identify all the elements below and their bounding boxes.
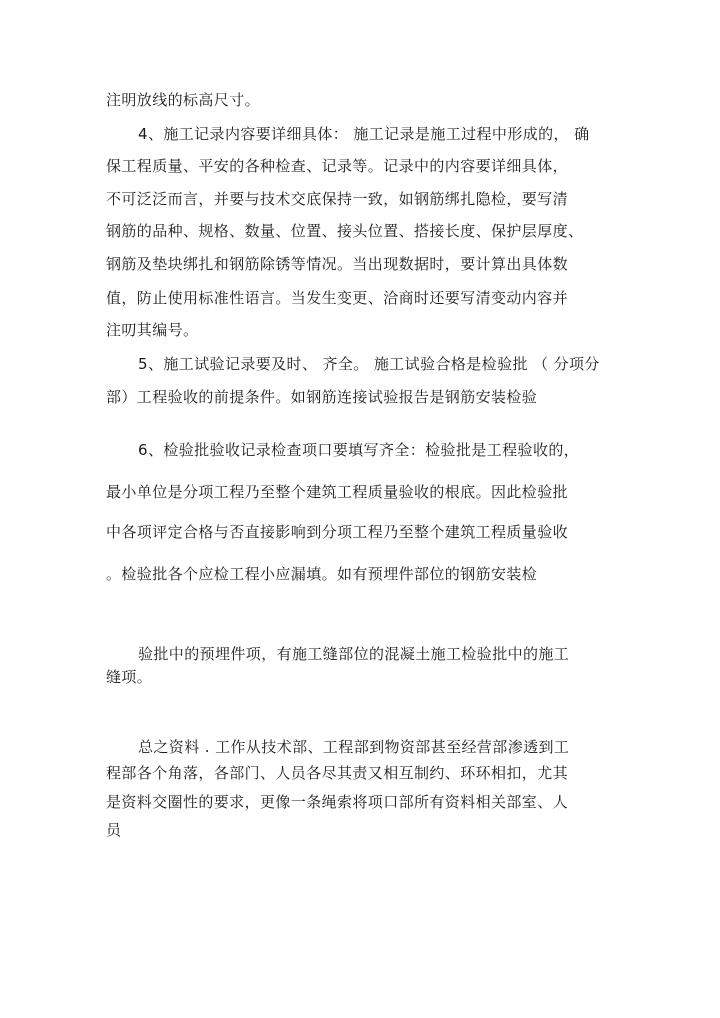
text-line: 注明放线的标高尺寸。 bbox=[106, 91, 261, 109]
text-line: 缝项。 bbox=[106, 668, 153, 686]
text-line: 保工程质量、平安的各种检查、记录等。记录中的内容要详细具体， bbox=[106, 157, 569, 175]
text-line: 程部各个角落，各部门、人员各尽其责又相互制约、环环相扣，尤其 bbox=[106, 764, 569, 782]
text-line: 钢筋及垫块绑扎和钢筋除锈等情况。当出现数据时，要计算出具体数 bbox=[106, 255, 569, 273]
text-line: 。检验批各个应检工程小应漏填。如有预埋件部位的钢筋安装检 bbox=[106, 565, 538, 583]
text-line: 员 bbox=[106, 821, 122, 839]
text-line: 5、施工试验记录要及时、 齐全。 施工试验合格是检验批 （ 分项分 bbox=[138, 355, 600, 373]
text-line: 不可泛泛而言，并要与技术交底保持一致，如钢筋绑扎隐检，要写清 bbox=[106, 190, 569, 208]
text-line: 是资料交圈性的要求，更像一条绳索将项口部所有资料相关部室、人 bbox=[106, 793, 569, 811]
text-line: 6、检验批验收记录检查项口要填写齐全：检验批是工程验收的， bbox=[138, 441, 580, 459]
text-line: 注叨其编号。 bbox=[106, 321, 199, 339]
text-line: 4、施工记录内容要详细具体： 施工记录是施工过程中形成的， 确 bbox=[138, 125, 590, 143]
text-line: 部）工程验收的前提条件。如钢筋连接试验报告是钢筋安装检验 bbox=[106, 388, 538, 406]
text-line: 中各项评定合格与否直接影响到分项工程乃至整个建筑工程质量验收 bbox=[106, 523, 569, 541]
text-line: 最小单位是分项工程乃至整个建筑工程质量验收的根底。因此检验批 bbox=[106, 483, 569, 501]
text-line: 值，防止使用标准性语言。当发生变更、洽商时还要写清变动内容并 bbox=[106, 289, 569, 307]
text-line: 总之资料 . 工作从技术部、工程部到物资部甚至经营部渗透到工 bbox=[138, 738, 570, 756]
text-line: 钢筋的品种、规格、数量、位置、接头位置、搭接长度、保护层厚度、 bbox=[106, 222, 584, 240]
text-line: 验批中的预埋件项，有施工缝部位的混凝土施工检验批中的施工 bbox=[138, 645, 570, 663]
